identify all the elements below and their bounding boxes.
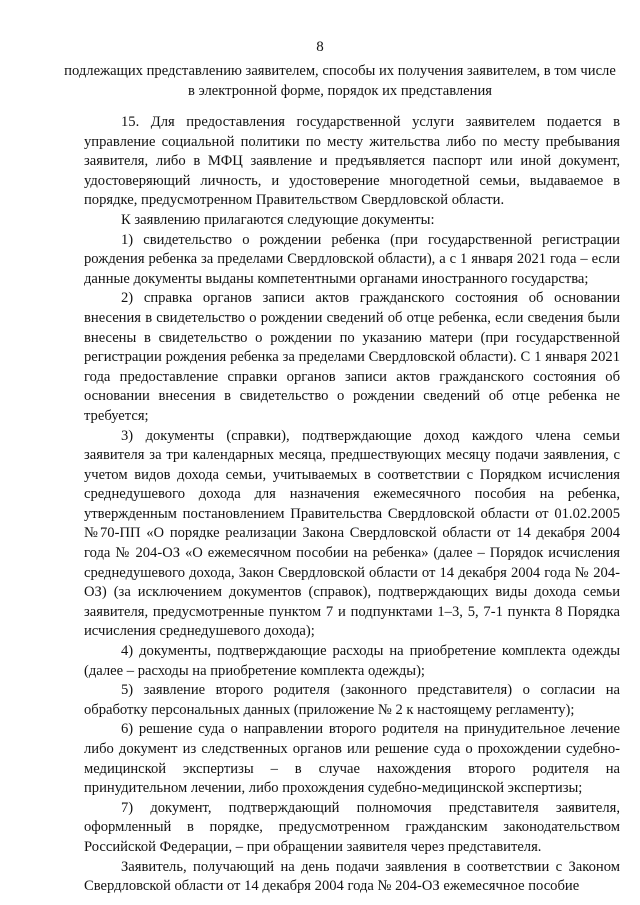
list-item-6: 6) решение суда о направлении второго родителя на принудительное лечение либо документ из следственных органов или решение суда о прохождении судебно-медицинской экспертизы – в случае нахождения второго родителя на принудительном лечении, либо прохождения судебно-медицинской экспертизы; <box>84 721 620 797</box>
page-number: 8 <box>316 39 324 55</box>
paragraph-item-15: 15. Для предоставления государственной услуги заявителем подается в управление социальной политики по месту жительства либо по месту пребывания заявителя, либо в МФЦ заявление и предъявляется паспорт или иной документ, удостоверяющий личность, и удостоверение многодетной семьи, выдаваемое в порядке, предусмотренном Правительством Свердловской области. <box>84 114 620 209</box>
list-item-3: 3) документы (справки), подтверждающие доход каждого члена семьи заявителя за три календарных месяца, предшествующих месяцу подачи заявления, с учетом видов дохода семьи, учитываемых в соответствии с Порядком исчисления среднедушевого дохода для назначения ежемесячного пособия на ребенка, утвержденным постановлением Правительства Свердловской области от 01.02.2005 №70-ПП «О порядке реализации Закона Свердловской области от 14 декабря 2004 года № 204-ОЗ «О ежемесячном пособии на ребенка» (далее – Порядок исчисления среднедушевого дохода, Закон Свердловской области от 14 декабря 2004 года № 204-ОЗ) (за исключением документов (справок), подтверждающих виды дохода семьи заявителя, предусмотренные пунктом 7 и подпунктами 1–3, 5, 7-1 пункта 8 Порядка исчисления среднедушевого дохода); <box>84 427 620 640</box>
list-item-4: 4) документы, подтверждающие расходы на приобретение комплекта одежды (далее – расходы на приобретение комплекта одежды); <box>84 643 620 679</box>
list-item-7: 7) документ, подтверждающий полномочия представителя заявителя, оформленный в порядке, предусмотренном гражданским законодательством Российской Федерации, – при обращении заявителя через представителя. <box>84 799 620 855</box>
section-heading: подлежащих представлению заявителем, способы их получения заявителем, в том числе в электронной форме, порядок их представления <box>64 63 616 99</box>
list-item-5: 5) заявление второго родителя (законного представителя) о согласии на обработку персональных данных (приложение № 2 к настоящему регламенту); <box>84 682 620 718</box>
paragraph-applicant: Заявитель, получающий на день подачи заявления в соответствии с Законом Свердловской области от 14 декабря 2004 года № 204-ОЗ ежемесячное пособие <box>84 858 620 895</box>
list-item-1: 1) свидетельство о рождении ребенка (при государственной регистрации рождения ребенка за пределами Свердловской области), а с 1 января 2021 года – если данные документы выданы компетентными органами иностранного государства; <box>84 231 620 287</box>
paragraph-attachments-intro: К заявлению прилагаются следующие документы: <box>121 211 435 228</box>
list-item-2: 2) справка органов записи актов гражданского состояния об основании внесения в свидетельство о рождении сведений об отце ребенка, если сведения были внесены в свидетельство о рождении по указанию матери (при государственной регистрации рождения ребенка за пределами Свердловской области). С 1 января 2021 года предоставление справки органов записи актов гражданского состояния об основании внесения в свидетельство о рождении сведений об отце ребенка не требуется; <box>84 290 620 424</box>
document-body <box>84 113 620 897</box>
